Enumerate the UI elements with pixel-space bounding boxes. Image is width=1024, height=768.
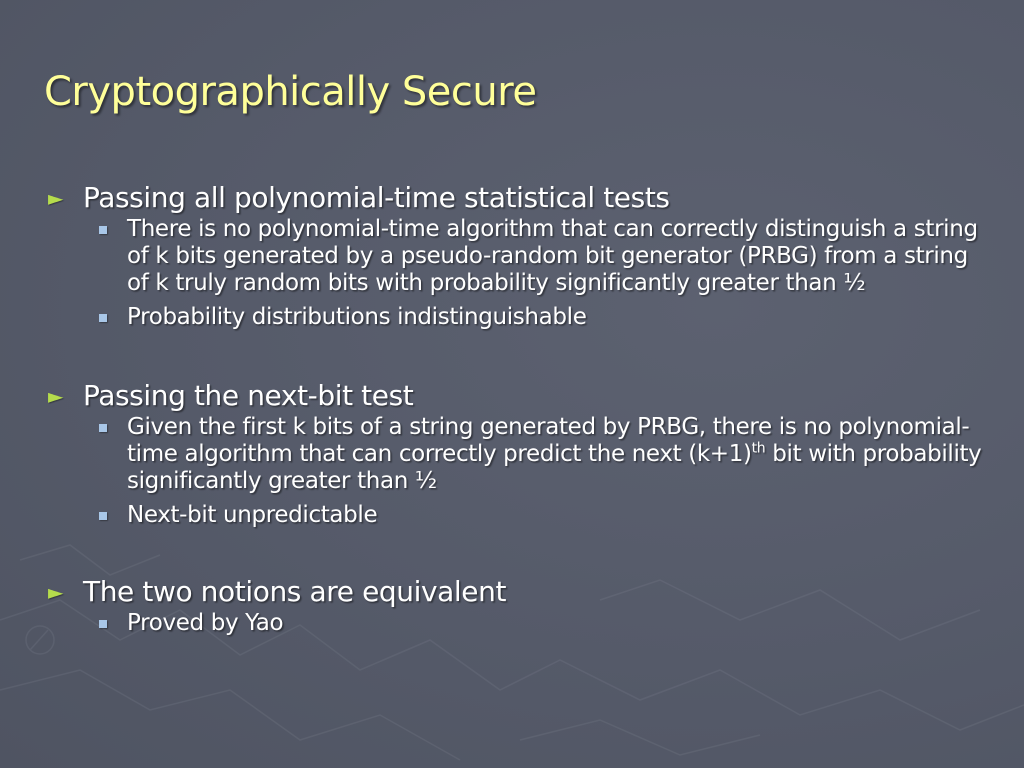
square-bullet-icon (99, 226, 107, 234)
bullet-group-1 (44, 180, 994, 331)
sub-bullet-3-1-text: Proved by Yao (127, 610, 284, 636)
sub-bullet-1-2-text: Probability distributions indistinguishable (127, 304, 587, 330)
slide-body (44, 180, 994, 644)
square-bullet-icon (99, 314, 107, 322)
right-triangle-icon: ► (48, 186, 63, 210)
sub-bullet-1-1-text: There is no polynomial-time algorithm that can correctly distinguish a string of k bits generated by a pseudo-random bit generator (PRBG) from a string of k truly random bits with probability significantly greater than ½ (127, 216, 978, 296)
superscript-th: th (751, 440, 766, 457)
bullet-group-3 (44, 574, 994, 637)
bullet-group-2 (44, 378, 994, 529)
slide-title: Cryptographically Secure (44, 69, 537, 115)
bullet-3-sublist (44, 610, 994, 637)
sub-bullet-2-1-text-before: Given the first k bits of a string generated by PRBG, there is no polynomial-time algorithm that can correctly predict the next (k+1) (127, 414, 970, 467)
bullet-2-text: Passing the next-bit test (83, 379, 414, 412)
square-bullet-icon (99, 512, 107, 520)
square-bullet-icon (99, 424, 107, 432)
bullet-2-sublist (44, 414, 994, 529)
bullet-1-text: Passing all polynomial-time statistical tests (83, 181, 670, 214)
sub-bullet-2-1-text-after: bit with probability significantly greater than ½ (127, 441, 982, 494)
right-triangle-icon: ► (48, 384, 63, 408)
sub-bullet-1-1 (83, 216, 994, 297)
square-bullet-icon (99, 620, 107, 628)
right-triangle-icon: ► (48, 580, 63, 604)
sub-bullet-2-1 (83, 414, 994, 495)
sub-bullet-3-1 (83, 610, 994, 637)
bullet-3 (44, 574, 994, 610)
bullet-1 (44, 180, 994, 216)
bullet-2 (44, 378, 994, 414)
sub-bullet-2-2-text: Next-bit unpredictable (127, 502, 378, 528)
sub-bullet-1-2 (83, 304, 994, 331)
bullet-1-sublist (44, 216, 994, 331)
sub-bullet-2-2 (83, 502, 994, 529)
bullet-3-text: The two notions are equivalent (83, 575, 507, 608)
